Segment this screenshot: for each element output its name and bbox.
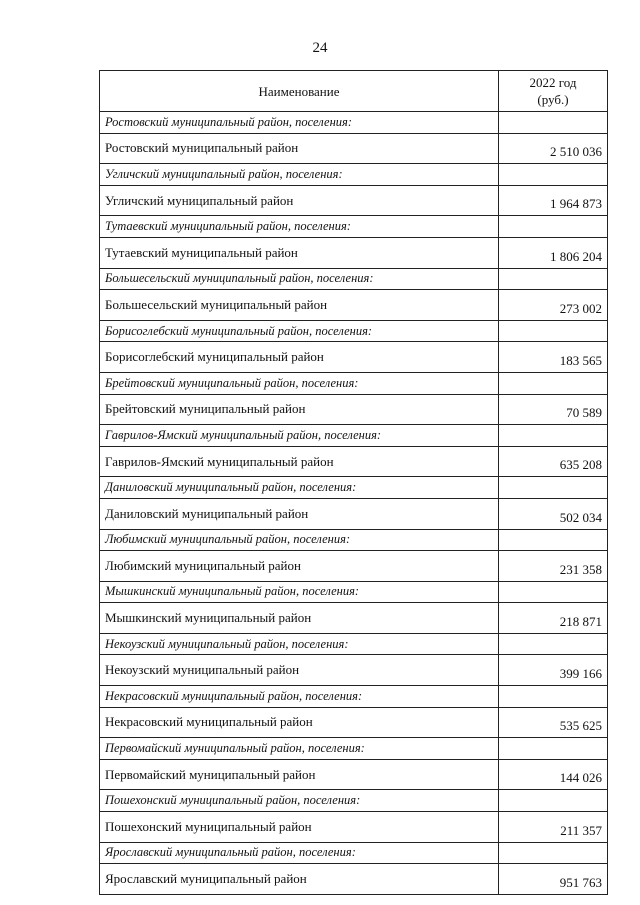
district-name: Ростовский муниципальный район [100,133,499,164]
group-label: Большесельский муниципальный район, поселения: [100,268,499,290]
group-label: Угличский муниципальный район, поселения: [100,164,499,186]
district-name: Даниловский муниципальный район [100,498,499,529]
group-header-row [100,581,608,603]
district-name: Угличский муниципальный район [100,185,499,216]
amount-cell [499,216,608,238]
group-header-row [100,372,608,394]
amount-cell: 535 625 [499,707,608,738]
amount-cell [499,633,608,655]
group-header-row [100,633,608,655]
group-header-row [100,842,608,864]
amount-cell: 502 034 [499,498,608,529]
group-header-row [100,738,608,760]
amount-cell: 273 002 [499,290,608,321]
table-row [100,707,608,738]
district-name: Брейтовский муниципальный район [100,394,499,425]
unit-label: (руб.) [537,92,569,107]
district-name: Любимский муниципальный район [100,551,499,582]
amount-cell [499,112,608,134]
group-label: Ярославский муниципальный район, поселения: [100,842,499,864]
amount-cell [499,790,608,812]
group-label: Любимский муниципальный район, поселения: [100,529,499,551]
district-name: Некоузский муниципальный район [100,655,499,686]
district-name: Гаврилов-Ямский муниципальный район [100,446,499,477]
amount-cell: 951 763 [499,864,608,895]
amount-cell: 144 026 [499,759,608,790]
group-header-row [100,686,608,708]
year-label: 2022 год [529,75,577,90]
district-name: Борисоглебский муниципальный район [100,342,499,373]
amount-cell: 1 964 873 [499,185,608,216]
group-header-row [100,320,608,342]
group-label: Мышкинский муниципальный район, поселения: [100,581,499,603]
table-row [100,446,608,477]
district-name: Мышкинский муниципальный район [100,603,499,634]
district-name: Пошехонский муниципальный район [100,812,499,843]
group-header-row [100,216,608,238]
table-row [100,759,608,790]
amount-cell: 183 565 [499,342,608,373]
group-header-row [100,790,608,812]
amount-cell: 231 358 [499,551,608,582]
amount-cell: 211 357 [499,812,608,843]
table-body [100,112,608,895]
group-label: Брейтовский муниципальный район, поселения: [100,372,499,394]
group-header-row [100,268,608,290]
amount-cell: 399 166 [499,655,608,686]
district-name: Большесельский муниципальный район [100,290,499,321]
amount-cell [499,581,608,603]
table-row [100,237,608,268]
table-row [100,551,608,582]
table-row [100,342,608,373]
name-column-header: Наименование [100,71,499,112]
table-row [100,290,608,321]
table-row [100,394,608,425]
budget-table [99,70,608,895]
table-header-row [100,71,608,112]
group-label: Некрасовский муниципальный район, поселения: [100,686,499,708]
group-header-row [100,477,608,499]
amount-cell [499,268,608,290]
table-row [100,864,608,895]
group-label: Ростовский муниципальный район, поселения: [100,112,499,134]
group-header-row [100,164,608,186]
amount-cell [499,842,608,864]
group-header-row [100,425,608,447]
page-number: 24 [312,40,328,56]
group-label: Некоузский муниципальный район, поселения: [100,633,499,655]
district-name: Первомайский муниципальный район [100,759,499,790]
amount-cell [499,529,608,551]
amount-cell [499,738,608,760]
group-label: Борисоглебский муниципальный район, поселения: [100,320,499,342]
group-label: Первомайский муниципальный район, поселения: [100,738,499,760]
district-name: Некрасовский муниципальный район [100,707,499,738]
amount-cell [499,686,608,708]
group-header-row [100,112,608,134]
amount-cell: 635 208 [499,446,608,477]
amount-cell [499,164,608,186]
amount-cell [499,320,608,342]
table-row [100,185,608,216]
district-name: Тутаевский муниципальный район [100,237,499,268]
amount-cell [499,425,608,447]
amount-cell [499,477,608,499]
table-row [100,498,608,529]
amount-cell: 218 871 [499,603,608,634]
table-row [100,603,608,634]
amount-cell: 2 510 036 [499,133,608,164]
amount-cell [499,372,608,394]
group-label: Тутаевский муниципальный район, поселения: [100,216,499,238]
amount-cell: 1 806 204 [499,237,608,268]
group-header-row [100,529,608,551]
table-row [100,655,608,686]
amount-cell: 70 589 [499,394,608,425]
table-row [100,812,608,843]
group-label: Пошехонский муниципальный район, поселения: [100,790,499,812]
group-label: Гаврилов-Ямский муниципальный район, поселения: [100,425,499,447]
table-row [100,133,608,164]
group-label: Даниловский муниципальный район, поселения: [100,477,499,499]
district-name: Ярославский муниципальный район [100,864,499,895]
year-column-header [499,71,608,112]
